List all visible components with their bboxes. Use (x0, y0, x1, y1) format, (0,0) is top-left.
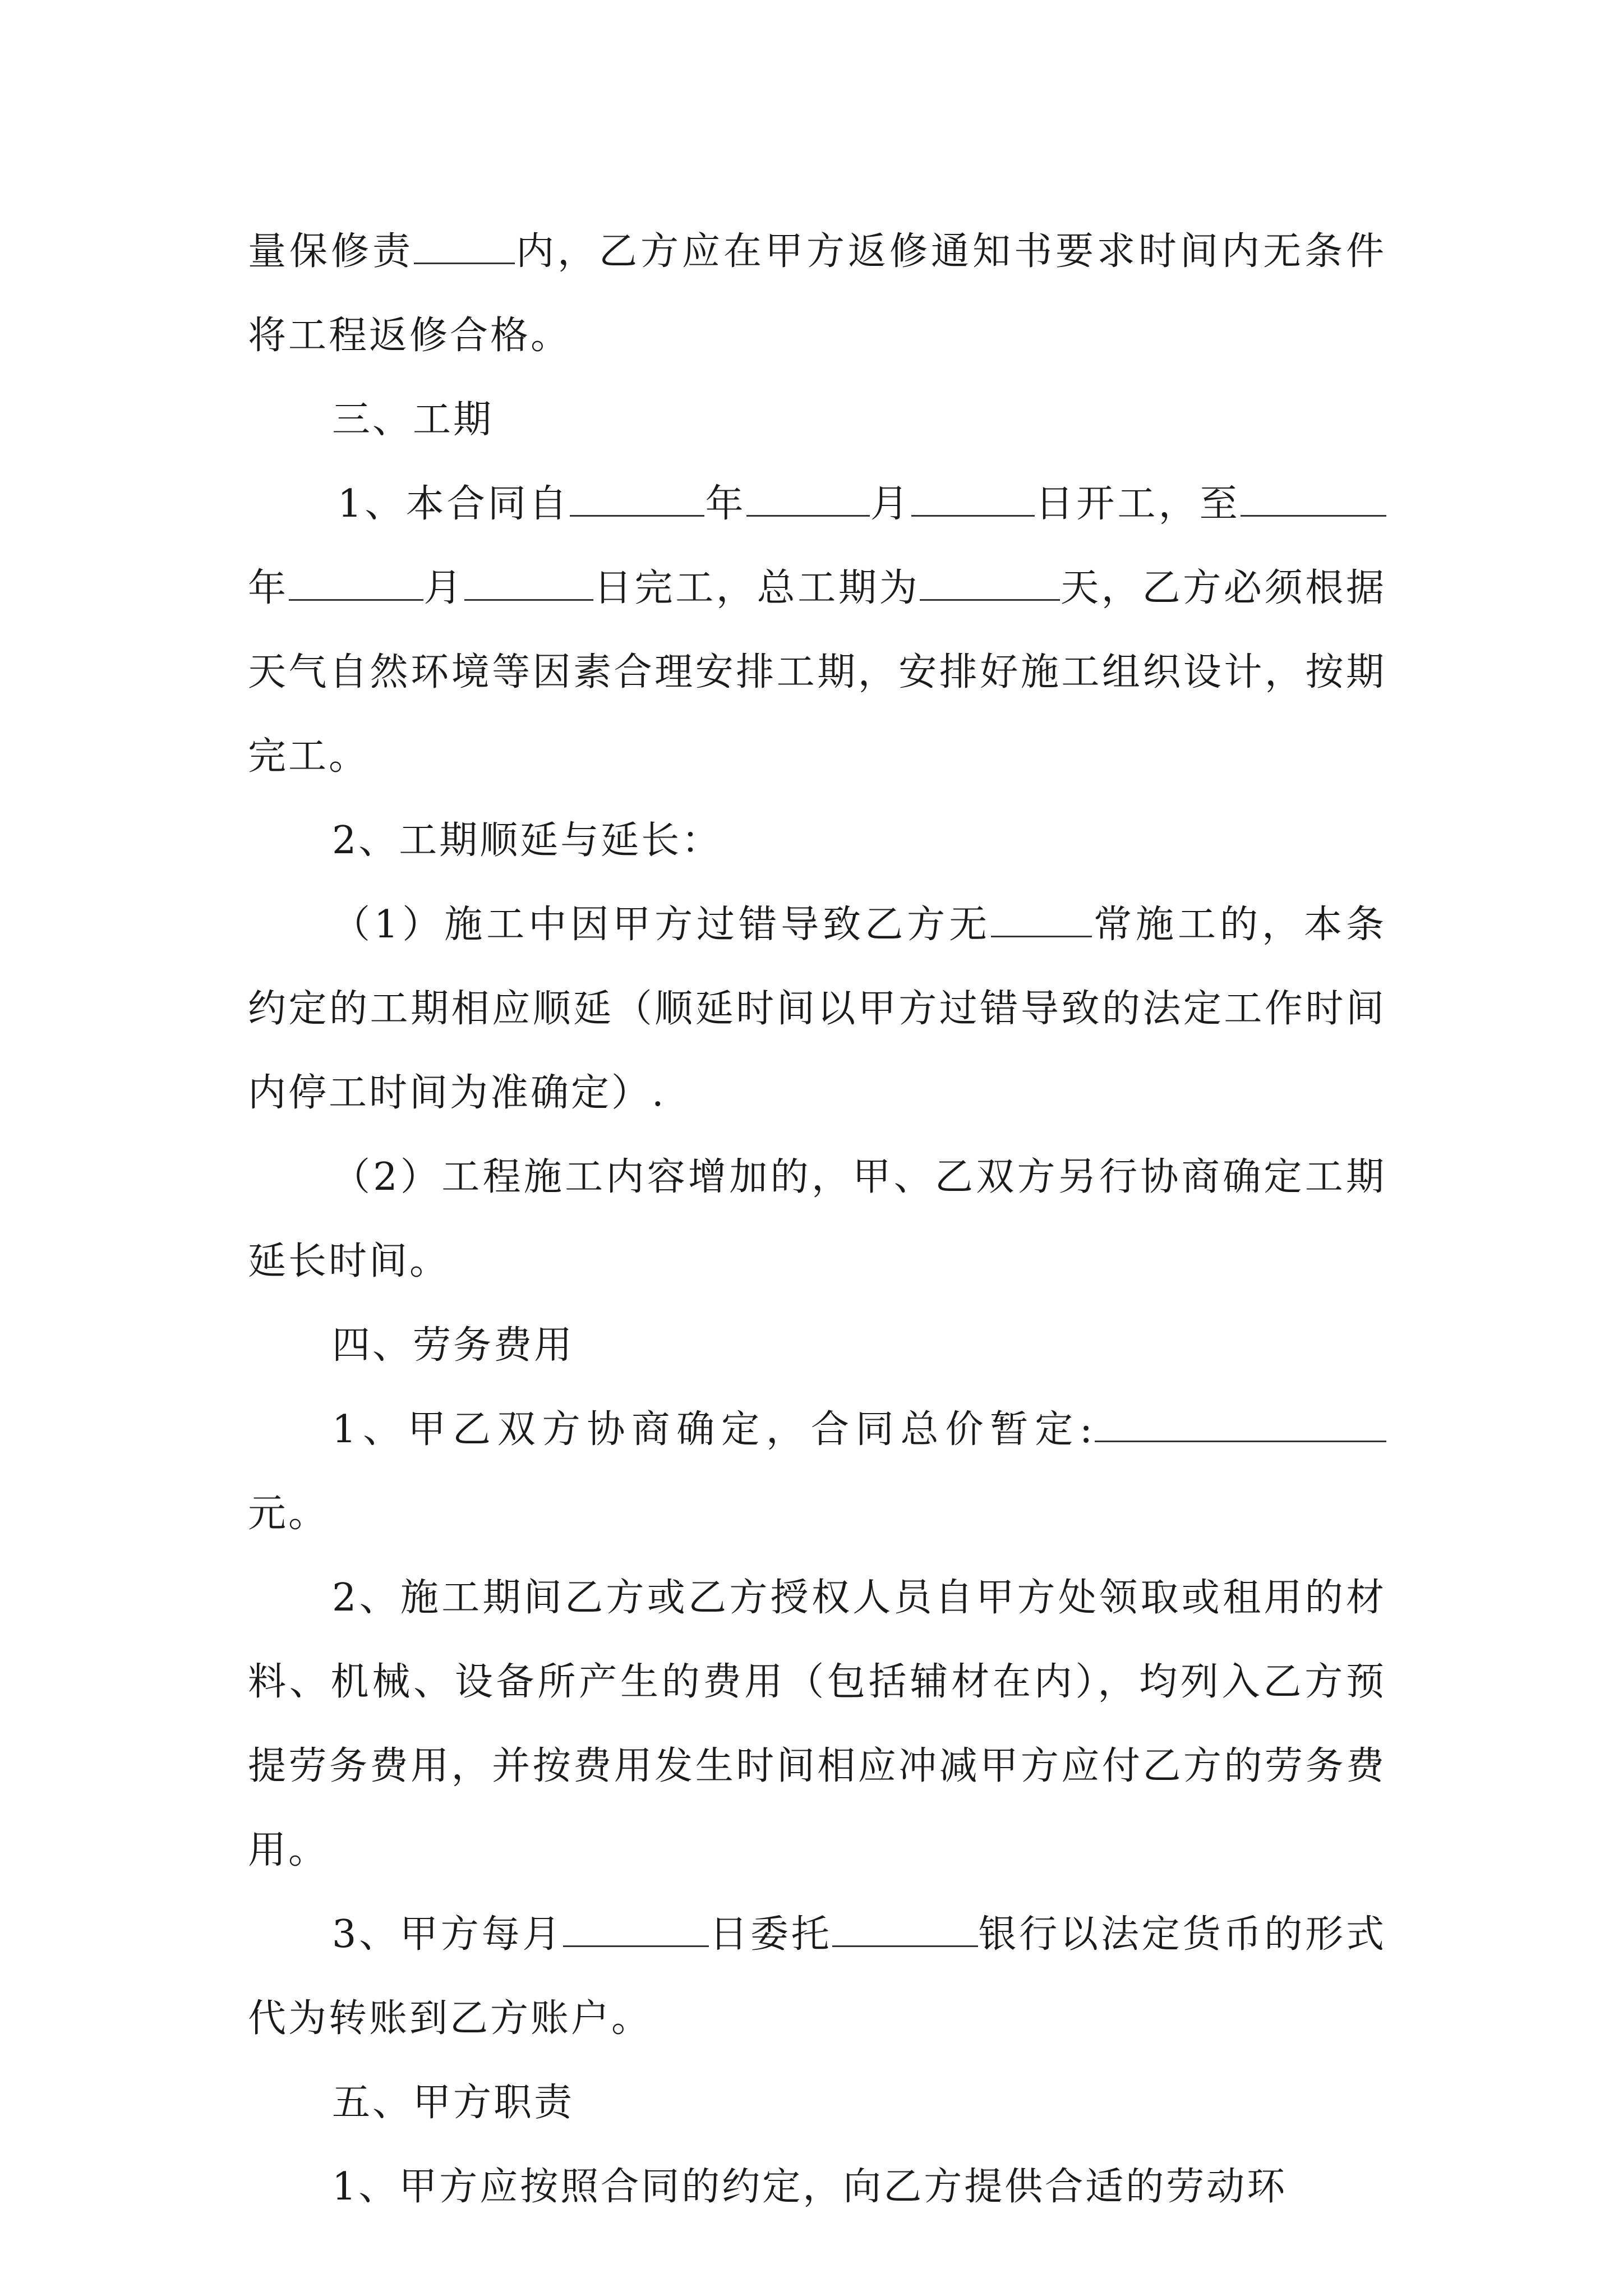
text-run: 月 (423, 566, 465, 610)
text-run: 1、本合同自 (338, 482, 570, 526)
text-run: 银行以法定货币的形式代为转账到乙方账户。 (248, 1912, 1386, 2041)
document-page (248, 210, 1386, 2229)
text-run: 月 (869, 482, 911, 526)
paragraph-schedule (248, 462, 1386, 799)
blank-field (920, 565, 1060, 601)
paragraph-delay-1 (248, 883, 1386, 1135)
blank-field (289, 565, 423, 601)
text-run: 1、甲乙双方协商确定，合同总价暂定: (332, 1407, 1095, 1452)
blank-field (414, 228, 515, 264)
blank-field (563, 1911, 709, 1947)
blank-field (832, 1911, 978, 1947)
paragraph-delay-2: （2）工程施工内容增加的，甲、乙双方另行协商确定工期延长时间。 (248, 1155, 1386, 1283)
text-run: （1）施工中因甲方过错导致乙方无 (332, 903, 992, 947)
text-run: 日完工，总工期为 (593, 566, 920, 610)
paragraph-extension: 2、工期顺延与延长： (332, 818, 722, 863)
text-run: 量保修责 (248, 229, 414, 274)
blank-field (911, 481, 1035, 517)
text-run: 常施工的，本条约定的工期相应顺延（顺延时间以甲方过错导致的法定工作时间内停工时间为准确定）. (248, 903, 1386, 1115)
paragraph-warranty (248, 210, 1386, 378)
text-run: 年 (704, 482, 746, 526)
text-run: 3、甲方每月 (332, 1912, 564, 1957)
paragraph-fee-2: 2、施工期间乙方或乙方授权人员自甲方处领取或租用的材料、机械、设备所产生的费用（包括辅材在内），均列入乙方预提劳务费用，并按费用发生时间相应冲减甲方应付乙方的劳务费用。 (248, 1576, 1386, 1872)
text-run: 日委托 (709, 1912, 832, 1957)
text-run: 天，乙方必须根据天气自然环境等因素合理安排工期，安排好施工组织设计，按期完工。 (248, 566, 1386, 779)
paragraph-fee-1 (248, 1388, 1386, 1556)
blank-field (1095, 1406, 1386, 1442)
blank-field (991, 901, 1092, 937)
text-run: 日开工，至 (1034, 482, 1241, 526)
blank-field (464, 565, 593, 601)
section-heading-5: 五、甲方职责 (332, 2081, 575, 2125)
text-run: 内，乙方应在甲方返修通知书要求时间内无条件将工程返修合格。 (248, 229, 1386, 358)
text-run: 元。 (248, 1492, 329, 1536)
text-run: 年 (248, 566, 289, 610)
section-heading-4: 四、劳务费用 (332, 1323, 575, 1368)
blank-field (1241, 481, 1386, 517)
blank-field (570, 481, 704, 517)
paragraph-duty-1: 1、甲方应按照合同的约定，向乙方提供合适的劳动环 (332, 2165, 1288, 2209)
paragraph-fee-3 (248, 1893, 1386, 2061)
blank-field (746, 481, 870, 517)
section-heading-3: 三、工期 (332, 398, 494, 442)
